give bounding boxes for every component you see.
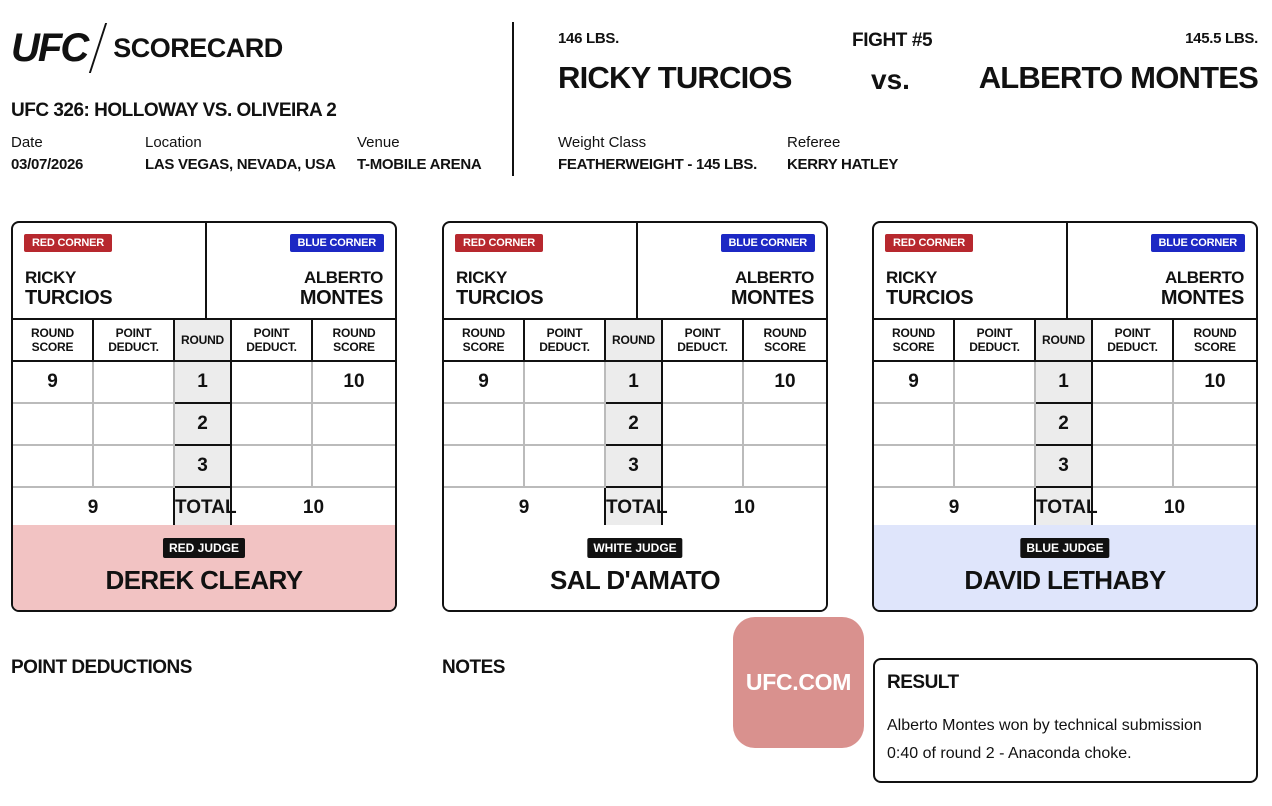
total-label: TOTAL [605,487,662,529]
round-row [444,361,826,403]
red-point-deduct [93,361,174,403]
fight-number: FIGHT #5 [852,30,933,51]
blue-corner-badge: BLUE CORNER [1151,234,1245,252]
judge-scorecard-red [11,221,397,612]
blue-corner-badge: BLUE CORNER [721,234,815,252]
red-point-deduct [93,445,174,487]
round-number: 3 [174,445,231,487]
judge-area [874,525,1256,610]
blue-corner-fighter [731,267,814,309]
red-corner-badge: RED CORNER [885,234,973,252]
round-number: 1 [1035,361,1092,403]
score-table-header [444,320,826,361]
total-row [444,487,826,529]
judge-badge: BLUE JUDGE [1020,538,1109,558]
notes-title: NOTES [442,657,505,678]
corner-header [13,223,395,320]
score-table-header [13,320,395,361]
blue-point-deduct [662,403,743,445]
blue-round-score: 10 [743,361,826,403]
red-corner-fighter [25,267,112,309]
venue-value: T-MOBILE ARENA [357,156,482,173]
round-row [874,445,1256,487]
header-red-round-score: ROUND SCORE [874,320,954,361]
header-blue-round-score: ROUND SCORE [1173,320,1256,361]
blue-fighter-first-name: ALBERTO [734,268,814,287]
red-fighter-first-name: RICKY [886,268,937,287]
round-number: 3 [1035,445,1092,487]
blue-round-score [1173,403,1256,445]
score-table-header [874,320,1256,361]
red-corner-badge: RED CORNER [455,234,543,252]
corner-header [874,223,1256,320]
total-label: TOTAL [174,487,231,529]
blue-round-score [743,445,826,487]
location-value: LAS VEGAS, NEVADA, USA [145,156,336,173]
red-corner-fighter [886,267,973,309]
result-line-1: Alberto Montes won by technical submission [887,717,1202,734]
blue-point-deduct [1092,361,1173,403]
red-round-score [13,403,93,445]
red-fighter-first-name: RICKY [456,268,507,287]
versus-label: vs. [871,64,910,95]
corner-header [444,223,826,320]
red-corner-fighter [456,267,543,309]
header-blue-point-deduct: POINT DEDUCT. [231,320,312,361]
judge-name: DEREK CLEARY [105,565,303,595]
round-number: 2 [1035,403,1092,445]
blue-fighter-last-name: MONTES [730,287,814,309]
location-label: Location [145,134,202,151]
red-point-deduct [954,445,1035,487]
corner-divider [205,223,207,320]
round-number: 1 [174,361,231,403]
judge-badge: RED JUDGE [163,538,245,558]
blue-point-deduct [231,445,312,487]
logo-divider [89,23,107,73]
venue-label: Venue [357,134,400,151]
blue-fighter-name: ALBERTO MONTES [978,60,1258,95]
red-point-deduct [524,403,605,445]
judge-name: SAL D'AMATO [549,565,721,595]
result-box [873,658,1258,783]
red-point-deduct [93,403,174,445]
blue-point-deduct [662,361,743,403]
red-round-score [444,403,524,445]
header-blue-point-deduct: POINT DEDUCT. [662,320,743,361]
red-point-deduct [954,361,1035,403]
red-corner-badge: RED CORNER [24,234,112,252]
score-table [874,320,1256,530]
round-row [874,403,1256,445]
blue-total: 10 [1092,487,1256,529]
red-fighter-name: RICKY TURCIOS [558,60,792,95]
blue-fighter-weight: 145.5 LBS. [1185,30,1258,47]
red-round-score: 9 [874,361,954,403]
header-divider [512,22,514,176]
header-red-point-deduct: POINT DEDUCT. [524,320,605,361]
total-label: TOTAL [1035,487,1092,529]
event-title: UFC 326: HOLLOWAY VS. OLIVEIRA 2 [11,100,337,121]
red-fighter-last-name: TURCIOS [886,287,974,309]
round-row [874,361,1256,403]
red-round-score [13,445,93,487]
blue-round-score [1173,445,1256,487]
blue-corner-fighter [300,267,383,309]
corner-divider [636,223,638,320]
blue-fighter-first-name: ALBERTO [303,268,383,287]
red-total: 9 [13,487,174,529]
red-point-deduct [954,403,1035,445]
header-blue-round-score: ROUND SCORE [743,320,826,361]
blue-fighter-first-name: ALBERTO [1164,268,1244,287]
blue-total: 10 [231,487,395,529]
result-description [887,712,1244,768]
score-table [444,320,826,530]
point-deductions-title: POINT DEDUCTIONS [11,657,192,678]
judge-area [13,525,395,610]
header-red-round-score: ROUND SCORE [444,320,524,361]
referee-value: KERRY HATLEY [787,156,899,173]
red-round-score [444,445,524,487]
red-total: 9 [444,487,605,529]
header-blue-round-score: ROUND SCORE [312,320,395,361]
judge-scorecard-white [442,221,828,612]
blue-point-deduct [1092,445,1173,487]
header-red-point-deduct: POINT DEDUCT. [954,320,1035,361]
blue-round-score [743,403,826,445]
red-point-deduct [524,445,605,487]
ufc-scorecard-logo [11,24,283,72]
header-round: ROUND [174,320,231,361]
header-round: ROUND [605,320,662,361]
logo-scorecard-label: SCORECARD [113,32,283,63]
weight-class-label: Weight Class [558,134,647,151]
red-fighter-first-name: RICKY [25,268,76,287]
blue-round-score: 10 [312,361,395,403]
header-blue-point-deduct: POINT DEDUCT. [1092,320,1173,361]
blue-round-score: 10 [1173,361,1256,403]
blue-fighter-last-name: MONTES [299,287,383,309]
judge-scorecard-blue [872,221,1258,612]
blue-total: 10 [662,487,826,529]
red-fighter-last-name: TURCIOS [456,287,544,309]
round-number: 2 [605,403,662,445]
red-point-deduct [524,361,605,403]
blue-corner-badge: BLUE CORNER [290,234,384,252]
blue-round-score [312,403,395,445]
result-title: RESULT [887,672,959,693]
red-fighter-last-name: TURCIOS [25,287,113,309]
weight-class-value: FEATHERWEIGHT - 145 LBS. [558,156,757,173]
red-round-score: 9 [13,361,93,403]
blue-point-deduct [231,361,312,403]
total-row [13,487,395,529]
header-red-point-deduct: POINT DEDUCT. [93,320,174,361]
date-label: Date [11,134,43,151]
judge-badge: WHITE JUDGE [587,538,682,558]
round-row [444,445,826,487]
blue-fighter-last-name: MONTES [1160,287,1244,309]
blue-point-deduct [1092,403,1173,445]
red-fighter-weight: 146 LBS. [558,30,619,47]
total-row [874,487,1256,529]
referee-label: Referee [787,134,841,151]
corner-divider [1066,223,1068,320]
red-total: 9 [874,487,1035,529]
ufc-com-watermark: UFC.COM [733,617,864,748]
red-round-score: 9 [444,361,524,403]
judge-name: DAVID LETHABY [964,565,1166,595]
round-number: 2 [174,403,231,445]
judge-area [444,525,826,610]
round-number: 1 [605,361,662,403]
blue-point-deduct [231,403,312,445]
score-table [13,320,395,530]
red-round-score [874,403,954,445]
blue-round-score [312,445,395,487]
round-row [13,361,395,403]
round-row [13,445,395,487]
round-row [444,403,826,445]
red-round-score [874,445,954,487]
round-row [13,403,395,445]
header-red-round-score: ROUND SCORE [13,320,93,361]
blue-point-deduct [662,445,743,487]
result-line-2: 0:40 of round 2 - Anaconda choke. [887,745,1132,762]
blue-corner-fighter [1161,267,1244,309]
ufc-logo-mark: UFC [11,25,88,70]
round-number: 3 [605,445,662,487]
date-value: 03/07/2026 [11,156,84,173]
header-round: ROUND [1035,320,1092,361]
